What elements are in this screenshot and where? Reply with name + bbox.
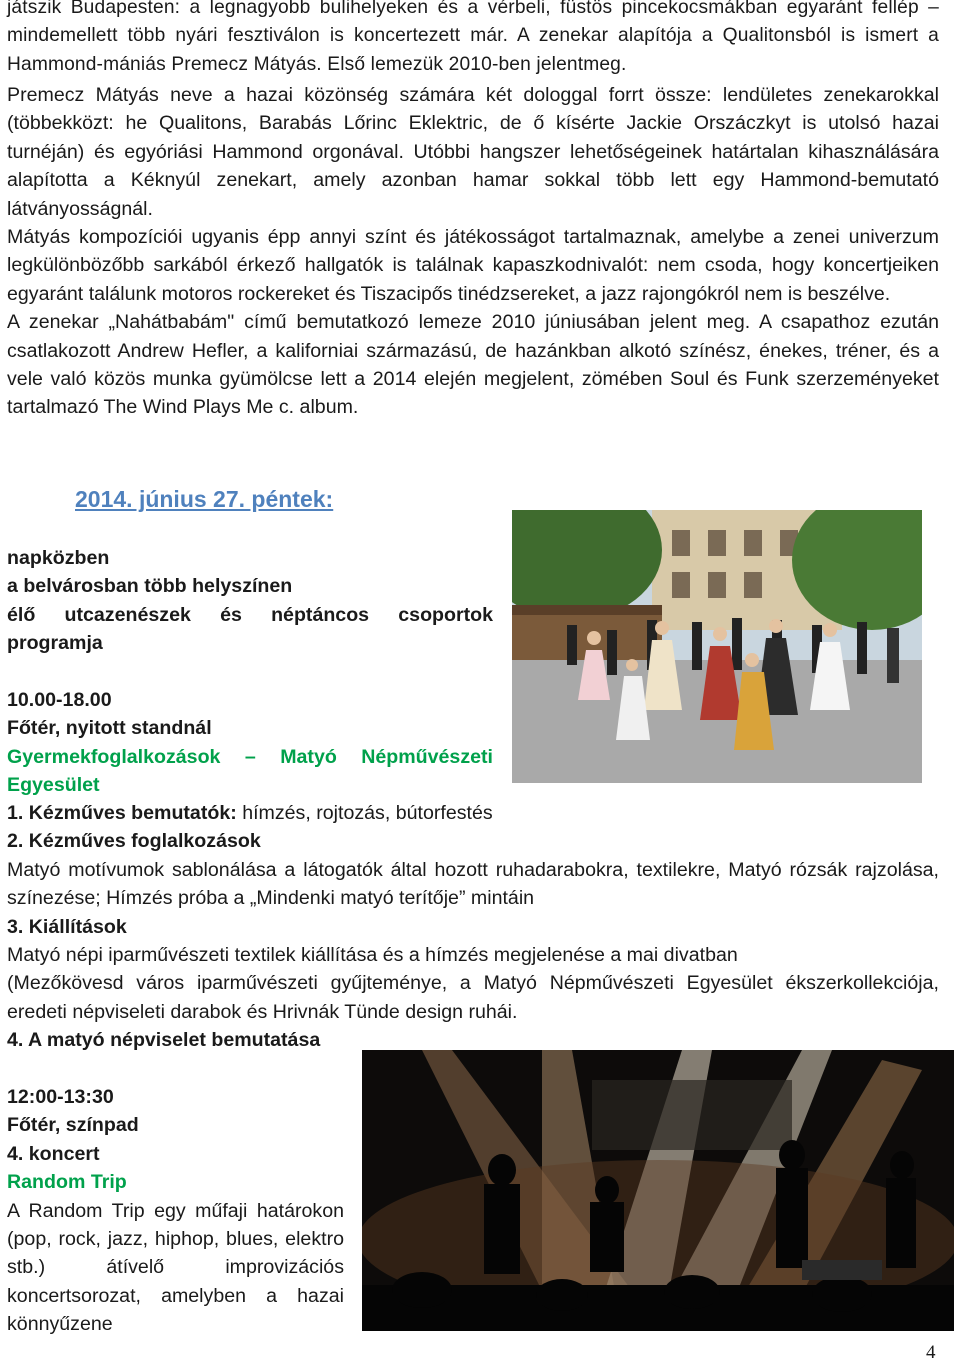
item-3-text-2: (Mezőkövesd város iparművészeti gyűjteménye, a Matyó Népművészeti Egyesület ékszerkollekciója, eredeti népviseleti darabok és Hrivnák Tünde design ruhái. bbox=[7, 972, 939, 1023]
concert-venue: Főtér, színpad bbox=[7, 1114, 139, 1137]
intro-body bbox=[7, 81, 939, 422]
date-heading: 2014. június 27. péntek: bbox=[75, 486, 334, 512]
band-name: Random Trip bbox=[7, 1171, 127, 1194]
item-2-title: 2. Kézműves foglalkozások bbox=[7, 830, 261, 853]
time-label: 10.00-18.00 bbox=[7, 689, 112, 712]
intro-paragraph-1: játszik Budapesten: a legnagyobb bulihelyeken és a vérbeli, füstös pincekocsmákban egyaránt fellép – mindemellett több nyári fesztiválon is koncertezett már. A zenekar alapítója a Qualitonsból is ismert a Hammond-mániás Premecz Mátyás. Első lemezük 2010-ben jelentmeg. bbox=[7, 0, 939, 75]
folk-dance-illustration bbox=[512, 510, 922, 783]
intro-paragraph-3: Mátyás kompozíciói ugyanis épp annyi színt és játékosságot tartalmaznak, amelybe a zenei univerzum legkülönbözőbb sarkából érkező hallgatók is találnak kapaszkodnivalót: nem csoda, hogy koncertjeiken egyaránt találunk motoros rockereket és Tiszacipős tinédzsereket, a jazz rajongókról nem is beszélve. bbox=[7, 226, 939, 305]
item-1-title: 1. Kézműves bemutatók: bbox=[7, 802, 237, 824]
concert-description: A Random Trip egy műfaji határokon (pop, rock, jazz, hiphop, blues, elektro stb.) átívelő improvizációs koncertsorozat, amelyben a hazai könnyűzene bbox=[7, 1199, 344, 1336]
venue-label: Főtér, nyitott standnál bbox=[7, 717, 212, 740]
intro-paragraph-2: Premecz Mátyás neve a hazai közönség számára két dologgal forrt össze: lendületes zenekarokkal (többekközt: he Qualitons, Barabás Lőrinc Eklektric, de ő kísérte Jackie Orszáczkyt is utolsó hazai turnéján) és egyóriási Hammond orgonával. Utóbbi hangszer lehetőségeinek határtalan kihasználására alapította a Kéknyúl zenekart, amely azonban hamar sokkal több lett egy Hammond-bemutató látványosságnál. bbox=[7, 84, 939, 220]
day-program bbox=[7, 544, 493, 800]
program-label: élő utcazenészek és néptáncos csoportok programja bbox=[7, 603, 493, 655]
location-label: a belvárosban több helyszínen bbox=[7, 575, 293, 598]
activity-label: Gyermekfoglalkozások – Matyó Népművészeti Egyesület bbox=[7, 745, 493, 797]
concert-number: 4. koncert bbox=[7, 1142, 100, 1165]
concert-time: 12:00-13:30 bbox=[7, 1086, 114, 1108]
item-3-text-1: Matyó népi iparművészeti textilek kiállítása és a hímzés megjelenése a mai divatban bbox=[7, 944, 738, 967]
item-1-text: hímzés, rojtozás, bútorfestés bbox=[236, 802, 493, 824]
daytime-label: napközben bbox=[7, 547, 110, 569]
item-3-title: 3. Kiállítások bbox=[7, 915, 127, 938]
concert-illustration bbox=[362, 1050, 954, 1331]
item-4-title: 4. A matyó népviselet bemutatása bbox=[7, 1029, 321, 1052]
folk-dance-photo bbox=[512, 510, 922, 783]
page-number: 4 bbox=[926, 1342, 936, 1363]
activities-section bbox=[7, 799, 939, 1055]
item-1 bbox=[7, 799, 939, 827]
intro-paragraph-4: A zenekar „Nahátbabám" című bemutatkozó lemeze 2010 júniusában jelent meg. A csapathoz ezután csatlakozott Andrew Hefler, a kaliforniai származású, de hazánkban alkotó színész, énekes, tréner, és a vele való közös munka gyümölcse lett a 2014 elején megjelent, zömében Soul és Funk szerzeményeket tartalmazó The Wind Plays Me c. album. bbox=[7, 311, 939, 419]
concert-info bbox=[7, 1083, 344, 1339]
item-2-text: Matyó motívumok sablonálása a látogatók által hozott ruhadarabokra, textilekre, Matyó rózsák rajzolása, színezése; Hímzés próba a „Mindenki matyó terítője” mintáin bbox=[7, 858, 939, 910]
concert-photo bbox=[362, 1050, 954, 1331]
spacer bbox=[7, 658, 493, 686]
